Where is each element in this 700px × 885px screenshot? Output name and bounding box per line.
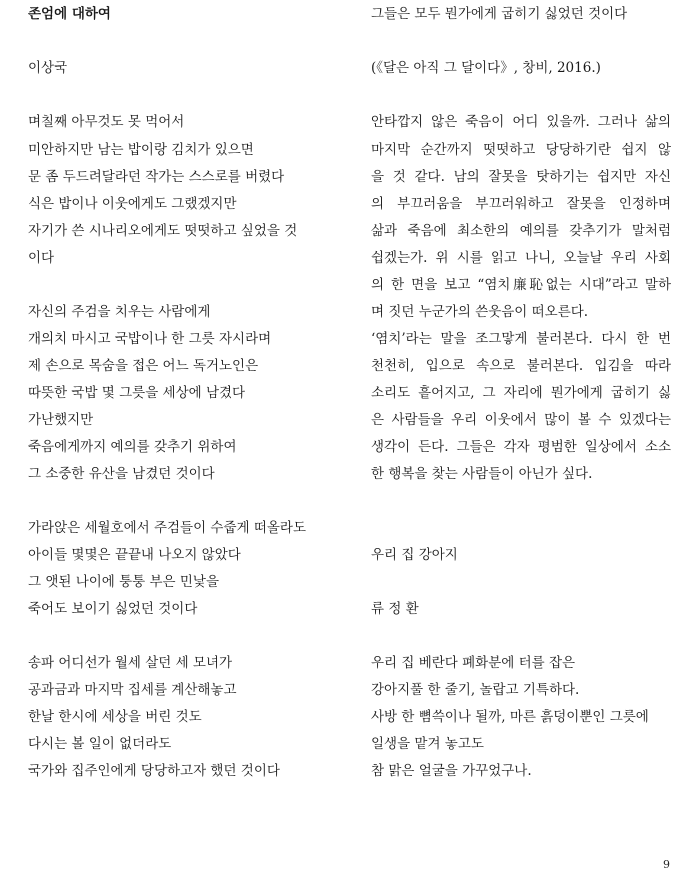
poem-line: 일생을 맡겨 놓고도 <box>371 736 484 752</box>
poem-line: 죽어도 보이기 싫었던 것이다 <box>28 601 198 617</box>
poem-line: 죽음에게까지 예의를 갖추기 위하여 <box>28 439 237 455</box>
poem-line: 이다 <box>28 250 55 266</box>
poem-line: 따뜻한 국밥 몇 그릇을 세상에 남겼다 <box>28 385 246 401</box>
poem-line: 아이들 몇몇은 끝끝내 나오지 않았다 <box>28 547 241 563</box>
poem2-title: 우리 집 강아지 <box>371 547 458 563</box>
poem-line: 강아지풀 한 줄기, 놀랍고 기특하다. <box>371 682 580 698</box>
essay-line: 한 행복을 찾는 사람들이 아닌가 싶다. <box>371 466 593 482</box>
poem-line: 식은 밥이나 이웃에게도 그랬겠지만 <box>28 196 237 212</box>
poem-line: 공과금과 마지막 집세를 계산해놓고 <box>28 682 237 698</box>
poem-line: 자신의 주검을 치우는 사람에게 <box>28 304 211 320</box>
essay-line: 며 짓던 누군가의 쓴웃음이 떠오른다. <box>371 304 589 320</box>
essay-line: 쉽겠는가. 위 시를 읽고 나니, 오늘날 우리 사회 <box>371 250 671 266</box>
essay-line: 의 한 면을 보고 “염치廉恥없는 시대”라고 말하 <box>371 277 671 293</box>
poem-line: 그 소중한 유산을 남겼던 것이다 <box>28 466 215 482</box>
poem2-author: 류 정 환 <box>371 601 419 617</box>
essay-line: 의 부끄러움을 부끄러워하고 잘못을 인정하며 <box>371 196 671 212</box>
essay-line: 은 사람들을 우리 이웃에서 많이 볼 수 있겠다는 <box>371 412 671 428</box>
poem-line: 그 앳된 나이에 퉁퉁 부은 민낯을 <box>28 574 219 590</box>
poem-line: 한날 한시에 세상을 버린 것도 <box>28 709 202 725</box>
poem-line: 자기가 쓴 시나리오에게도 떳떳하고 싶었을 것 <box>28 223 298 239</box>
essay-line: 을 것 같다. 남의 잘못을 탓하기는 쉽지만 자신 <box>371 169 671 185</box>
poem-line: 우리 집 베란다 폐화분에 터를 잡은 <box>371 655 576 671</box>
poem-author: 이상국 <box>28 60 68 76</box>
page-number: 9 <box>663 858 670 871</box>
poem-line: 문 좀 두드려달라던 작가는 스스로를 버렸다 <box>28 169 285 185</box>
poem-line: 개의치 마시고 국밥이나 한 그릇 자시라며 <box>28 331 272 347</box>
commentary-heading: 그들은 모두 뭔가에게 굽히기 싫었던 것이다 <box>371 6 628 22</box>
poem-line: 국가와 집주인에게 당당하고자 했던 것이다 <box>28 763 280 779</box>
essay-line: ‘염치’라는 말을 조그맣게 불러본다. 다시 한 번 <box>371 331 671 347</box>
essay-line: 생각이 든다. 그들은 각자 평범한 일상에서 소소 <box>371 439 671 455</box>
poem-line: 송파 어디선가 월세 살던 세 모녀가 <box>28 655 233 671</box>
poem-line: 가라앉은 세월호에서 주검들이 수줍게 떠올라도 <box>28 520 306 536</box>
poem-line: 제 손으로 목숨을 접은 어느 독거노인은 <box>28 358 259 374</box>
essay-line: 삶과 죽음에 최소한의 예의를 갖추기가 말처럼 <box>371 223 671 239</box>
essay-line: 마지막 순간까지 떳떳하고 당당하기란 쉽지 않 <box>371 142 671 158</box>
poem-line: 다시는 볼 일이 없더라도 <box>28 736 172 752</box>
essay-line: 안타깝지 않은 죽음이 어디 있을까. 그러나 삶의 <box>371 114 671 130</box>
essay-line: 소리도 흩어지고, 그 자리에 뭔가에게 굽히기 싫 <box>371 385 671 401</box>
poem-line: 참 맑은 얼굴을 가꾸었구나. <box>371 763 532 779</box>
poem-line: 가난했지만 <box>28 412 94 428</box>
poem-line: 사방 한 뼘쓱이나 될까, 마른 흙덩이뿐인 그릇에 <box>371 709 649 725</box>
poem-title: 존엄에 대하여 <box>28 6 111 22</box>
poem-line: 미안하지만 남는 밥이랑 김치가 있으면 <box>28 142 254 158</box>
poem-line: 며칠째 아무것도 못 먹어서 <box>28 114 185 130</box>
essay-line: 천천히, 입으로 속으로 불러본다. 입김을 따라 <box>371 358 671 374</box>
source-citation: (《달은 아직 그 달이다》, 창비, 2016.) <box>371 60 601 76</box>
